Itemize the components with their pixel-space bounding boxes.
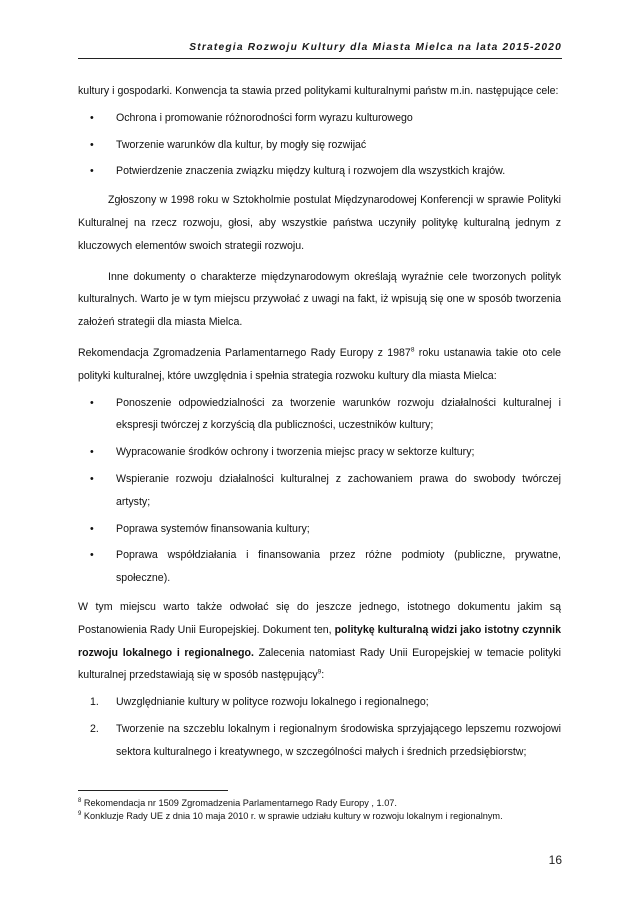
eu-paragraph: [78, 596, 561, 687]
bullet-mark: •: [90, 165, 94, 178]
footnote-text: Konkluzje Rady UE z dnia 10 maja 2010 r. w sprawie udziału kultury w rozwoju lokalnym i regionalnym.: [83, 811, 503, 821]
list-number: 2.: [90, 722, 99, 735]
goals-list: [78, 107, 561, 183]
list-item: [78, 107, 561, 130]
bullet-mark: •: [90, 549, 94, 562]
list-number: 1.: [90, 696, 99, 709]
footnotes: [78, 790, 561, 823]
bullet-mark: •: [90, 138, 94, 151]
footnote-number: 8: [78, 797, 82, 804]
footnote-text: Rekomendacja nr 1509 Zgromadzenia Parlamentarnego Rady Europy , 1.07.: [83, 798, 397, 808]
footnote-ref-9: 9: [317, 668, 322, 676]
bullet-mark: •: [90, 522, 94, 535]
intro-paragraph: kultury i gospodarki. Konwencja ta stawia przed politykami kulturalnymi państw m.in. następujące cele:: [78, 85, 559, 97]
list-item-text: Ponoszenie odpowiedzialności za tworzenie warunków rozwoju działalności kulturalnej i ekspresji twórczej z korzyścią dla publiczności, uczestników kultury;: [116, 396, 561, 432]
eu-points-list: [78, 691, 561, 763]
list-item: [78, 518, 561, 541]
page-number: 16: [548, 853, 562, 867]
list-item: [78, 718, 561, 764]
list-item-text: Potwierdzenie znaczenia związku między kulturą i rozwojem dla wszystkich krajów.: [116, 165, 506, 178]
stockholm-paragraph: Zgłoszony w 1998 roku w Sztokholmie postulat Międzynarodowej Konferencji w sprawie Polityki Kulturalnej na rzecz rozwoju, głosi, aby wszystkie państwa uczyniły politykę kulturalną jednym z kluczowych elementów swoich strategii rozwoju.: [78, 194, 561, 252]
other-documents-paragraph: Inne dokumenty o charakterze międzynarodowym określają wyraźnie cele tworzonych polityk kulturalnych. Warto je w tym miejscu przywołać z uwagi na fakt, iż wpisują się one w sposób tworzenia założeń strategii dla miasta Mielca.: [78, 270, 561, 329]
bullet-mark: •: [90, 446, 94, 459]
list-item-text: Poprawa współdziałania i finansowania przez różne podmioty (publiczne, prywatne, społeczne).: [116, 549, 561, 585]
list-item-text: Tworzenie na szczeblu lokalnym i regionalnym środowiska sprzyjającego lepszemu rozwojowi sektora kulturalnego i kreatywnego, w szczególności małych i średnich przedsiębiorstw;: [116, 722, 561, 758]
list-item-text: Wypracowanie środków ochrony i tworzenia miejsc pracy w sektorze kultury;: [116, 446, 475, 459]
council-text-before: Rekomendacja Zgromadzenia Parlamentarnego Rady Europy z 1987: [78, 346, 411, 359]
footnote-number: 9: [78, 810, 82, 817]
eu-text-2: Zalecenia natomiast Rady Unii Europejskiej w temacie polityki kulturalnej przedstawiają się w sposób następujący: [78, 646, 561, 682]
bullet-mark: •: [90, 111, 94, 124]
list-item: [78, 441, 561, 464]
eu-bold-text: politykę kulturalną widzi jako istotny czynnik rozwoju lokalnego i regionalnego.: [78, 623, 561, 659]
list-item: [78, 544, 561, 590]
list-item: [78, 392, 561, 438]
footnote-9: [78, 810, 561, 823]
council-paragraph: [78, 342, 561, 388]
list-item-text: Tworzenie warunków dla kultur, by mogły się rozwijać: [116, 138, 367, 151]
eu-text-3: :: [321, 669, 325, 682]
list-item: [78, 160, 561, 183]
list-item-text: Uwzględnianie kultury w polityce rozwoju lokalnego i regionalnego;: [116, 696, 429, 709]
council-text-after: roku ustanawia takie oto cele polityki kulturalnej, które uwzględnia i spełnia strategia rozwoku kultury dla miasta Mielca:: [78, 346, 561, 382]
list-item-text: Poprawa systemów finansowania kultury;: [116, 522, 310, 535]
list-item-text: Ochrona i promowanie różnorodności form wyrazu kulturowego: [116, 111, 413, 124]
running-header: Strategia Rozwoju Kultury dla Miasta Mielca na lata 2015-2020: [78, 42, 562, 59]
list-item: [78, 468, 561, 514]
page-body: [78, 80, 561, 770]
footnote-ref-8: 8: [410, 346, 415, 354]
bullet-mark: •: [90, 472, 94, 485]
footnote-8: [78, 797, 561, 810]
bullet-mark: •: [90, 396, 94, 409]
list-item-text: Wspieranie rozwoju działalności kulturalnej z zachowaniem prawa do swobody twórczej artysty;: [116, 472, 561, 508]
footnote-divider: [78, 790, 228, 791]
council-goals-list: [78, 392, 561, 590]
list-item: [78, 134, 561, 157]
eu-text-1: W tym miejscu warto także odwołać się do jeszcze jednego, istotnego dokumentu jakim są Postanowienia Rady Unii Europejskiej. Dokument ten,: [78, 600, 561, 636]
list-item: [78, 691, 561, 714]
